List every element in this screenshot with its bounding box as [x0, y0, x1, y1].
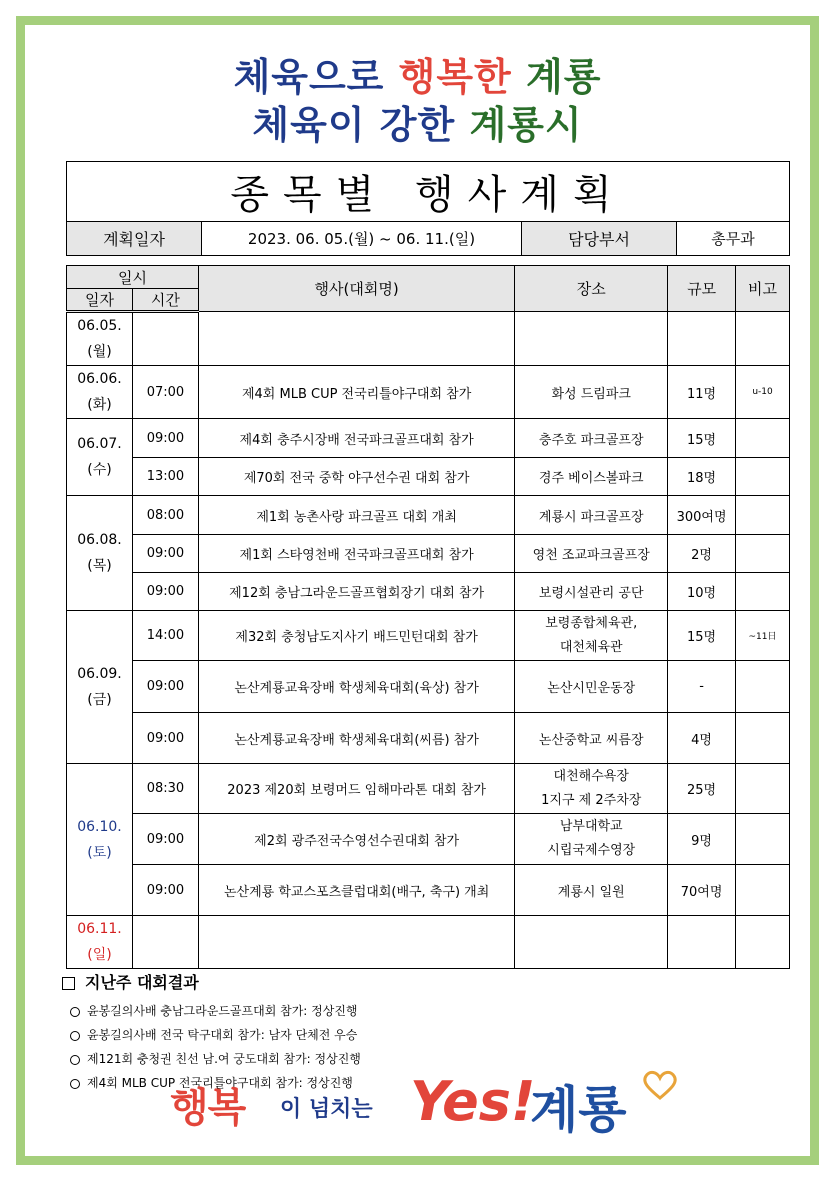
- note-cell: [736, 535, 790, 573]
- dept-label: 담당부서: [522, 222, 677, 256]
- day-cell: 06.07. (수): [67, 419, 133, 496]
- note-cell: ~11日: [736, 611, 790, 661]
- day-cell: 06.08. (목): [67, 496, 133, 611]
- logo-text: 이 넘치는: [280, 1097, 373, 1122]
- scale-cell: 4명: [668, 713, 736, 764]
- place-cell: 화성 드림파크: [515, 366, 668, 419]
- scale-cell: 18명: [668, 458, 736, 496]
- schedule-table: [66, 265, 790, 969]
- place-cell: 보령종합체육관, 대천체육관: [515, 611, 668, 661]
- logo-text: 계룡: [530, 1081, 627, 1139]
- place-cell: 남부대학교 시립국제수영장: [515, 814, 668, 865]
- note-cell: [736, 764, 790, 814]
- note-cell: [736, 661, 790, 713]
- table-row: [67, 713, 790, 764]
- time-cell: 09:00: [132, 419, 198, 458]
- place-cell: 계룡시 일원: [515, 865, 668, 916]
- table-row: [67, 496, 790, 535]
- time-cell: 09:00: [132, 713, 198, 764]
- event-cell: 논산계룡교육장배 학생체육대회(씨름) 참가: [198, 713, 514, 764]
- scale-cell: -: [668, 661, 736, 713]
- event-cell: 제70회 전국 중학 야구선수권 대회 참가: [198, 458, 514, 496]
- day-cell: 06.09. (금): [67, 611, 133, 764]
- event-cell: 논산계룡교육장배 학생체육대회(육상) 참가: [198, 661, 514, 713]
- note-cell: [736, 865, 790, 916]
- list-item: 제4회 MLB CUP 전국리틀야구대회 참가: 정상진행: [62, 1071, 762, 1095]
- table-row: [67, 865, 790, 916]
- note-cell: [736, 814, 790, 865]
- event-cell: 제1회 스타영천배 전국파크골프대회 참가: [198, 535, 514, 573]
- place-cell: 영천 조교파크골프장: [515, 535, 668, 573]
- list-item: 제121회 충청권 친선 남.여 궁도대회 참가: 정상진행: [62, 1047, 762, 1071]
- results-heading: 지난주 대회결과: [62, 970, 762, 993]
- event-cell: 논산계룡 학교스포츠클럽대회(배구, 축구) 개최: [198, 865, 514, 916]
- col-header-scale: 규모: [668, 266, 736, 312]
- table-row: [67, 366, 790, 419]
- scale-cell: 70여명: [668, 865, 736, 916]
- scale-cell: 2명: [668, 535, 736, 573]
- table-row: [67, 764, 790, 814]
- event-cell: 제12회 충남그라운드골프협회장기 대회 참가: [198, 573, 514, 611]
- day-cell: 06.11. (일): [67, 916, 133, 969]
- square-bullet-icon: [62, 977, 75, 990]
- note-cell: [736, 713, 790, 764]
- time-cell: 14:00: [132, 611, 198, 661]
- time-cell: 09:00: [132, 661, 198, 713]
- table-row: [67, 661, 790, 713]
- place-cell: 보령시설관리 공단: [515, 573, 668, 611]
- circle-bullet-icon: [70, 1079, 80, 1089]
- plan-date-value: 2023. 06. 05.(월) ~ 06. 11.(일): [202, 222, 522, 256]
- event-cell: 제2회 광주전국수영선수권대회 참가: [198, 814, 514, 865]
- place-cell: 충주호 파크골프장: [515, 419, 668, 458]
- table-row: [67, 573, 790, 611]
- day-cell: 06.06. (화): [67, 366, 133, 419]
- title-table: [66, 161, 790, 256]
- heart-icon: [640, 1068, 680, 1102]
- event-cell: 2023 제20회 보령머드 임해마라톤 대회 참가: [198, 764, 514, 814]
- col-header-datetime: 일시: [67, 266, 199, 289]
- note-cell: u-10: [736, 366, 790, 419]
- time-cell: 09:00: [132, 535, 198, 573]
- col-header-date: 일자: [67, 289, 133, 312]
- note-cell: [736, 496, 790, 535]
- list-item: 윤봉길의사배 전국 탁구대회 참가: 남자 단체전 우승: [62, 1023, 762, 1047]
- scale-cell: 9명: [668, 814, 736, 865]
- time-cell: 08:30: [132, 764, 198, 814]
- place-cell: 경주 베이스볼파크: [515, 458, 668, 496]
- time-cell: 09:00: [132, 573, 198, 611]
- time-cell: 13:00: [132, 458, 198, 496]
- plan-date-label: 계획일자: [67, 222, 202, 256]
- place-cell: 계룡시 파크골프장: [515, 496, 668, 535]
- time-cell: 09:00: [132, 865, 198, 916]
- day-cell: 06.05. (월): [67, 312, 133, 366]
- slogan-text: 행복한: [398, 55, 512, 99]
- scale-cell: 15명: [668, 419, 736, 458]
- scale-cell: 10명: [668, 573, 736, 611]
- circle-bullet-icon: [70, 1031, 80, 1041]
- place-cell: 논산시민운동장: [515, 661, 668, 713]
- place-cell: 논산중학교 씨름장: [515, 713, 668, 764]
- list-item: 윤봉길의사배 충남그라운드골프대회 참가: 정상진행: [62, 999, 762, 1023]
- logo-text: 행복: [170, 1085, 246, 1131]
- note-cell: [736, 573, 790, 611]
- col-header-note: 비고: [736, 266, 790, 312]
- slogan-text: 계룡시: [469, 103, 583, 147]
- note-cell: [736, 458, 790, 496]
- table-row: [67, 611, 790, 661]
- col-header-place: 장소: [515, 266, 668, 312]
- scale-cell: 11명: [668, 366, 736, 419]
- slogan-line-2: [0, 94, 835, 149]
- circle-bullet-icon: [70, 1055, 80, 1065]
- slogan-line-1: [0, 46, 835, 101]
- table-row: [67, 814, 790, 865]
- event-cell: 제32회 충청남도지사기 배드민턴대회 참가: [198, 611, 514, 661]
- page-title: 종목별 행사계획: [67, 162, 790, 222]
- place-cell: 대천해수욕장 1지구 제 2주차장: [515, 764, 668, 814]
- time-cell: 08:00: [132, 496, 198, 535]
- table-row: [67, 535, 790, 573]
- note-cell: [736, 419, 790, 458]
- table-row: [67, 419, 790, 458]
- col-header-time: 시간: [132, 289, 198, 312]
- table-row: [67, 458, 790, 496]
- slogan-text: 체육이 강한: [252, 103, 456, 147]
- event-cell: 제4회 MLB CUP 전국리틀야구대회 참가: [198, 366, 514, 419]
- city-logo: [170, 1062, 690, 1142]
- circle-bullet-icon: [70, 1007, 80, 1017]
- scale-cell: 300여명: [668, 496, 736, 535]
- scale-cell: 25명: [668, 764, 736, 814]
- day-cell: 06.10. (토): [67, 764, 133, 916]
- slogan-text: 체육으로: [233, 55, 385, 99]
- time-cell: 09:00: [132, 814, 198, 865]
- dept-value: 총무과: [677, 222, 790, 256]
- col-header-event: 행사(대회명): [198, 266, 514, 312]
- scale-cell: 15명: [668, 611, 736, 661]
- slogan-text: 계룡: [526, 55, 602, 99]
- time-cell: 07:00: [132, 366, 198, 419]
- logo-text: Yes!: [410, 1070, 536, 1133]
- event-cell: 제1회 농촌사랑 파크골프 대회 개최: [198, 496, 514, 535]
- event-cell: 제4회 충주시장배 전국파크골프대회 참가: [198, 419, 514, 458]
